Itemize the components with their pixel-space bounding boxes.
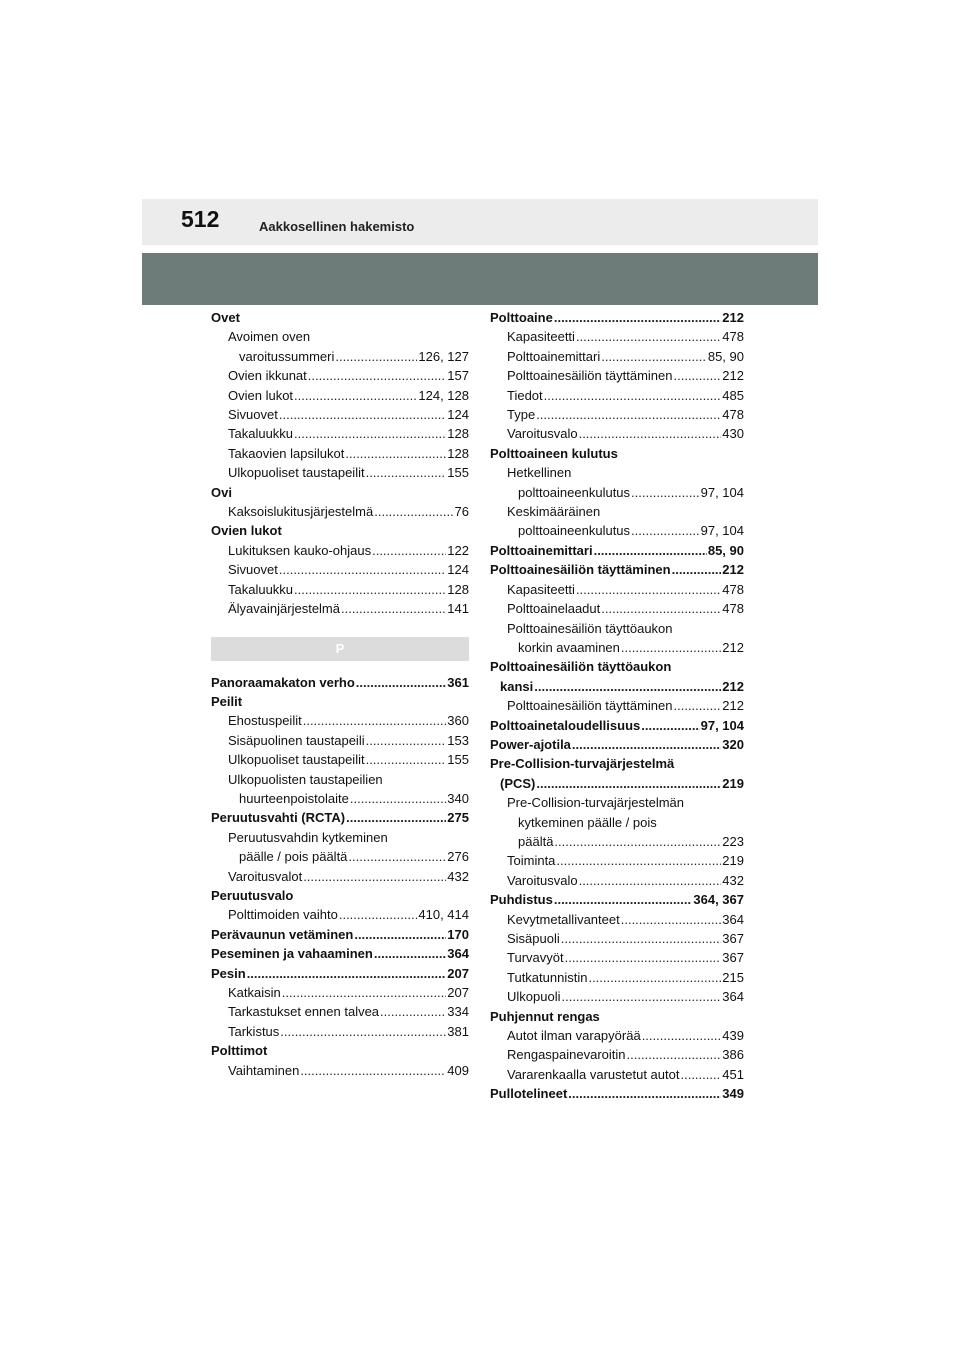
index-subentry: polttoaineenkulutus ..... 97, 104 bbox=[490, 521, 744, 540]
index-heading: Polttimot bbox=[211, 1043, 268, 1059]
index-subentry: Polttoainemittari ..... 85, 90 bbox=[490, 347, 744, 366]
index-entry: Polttoainesäiliön täyttäminen ..... 212 bbox=[490, 560, 744, 579]
index-subentry: Takaluukku ..... 128 bbox=[211, 424, 469, 443]
header-bar bbox=[142, 199, 818, 245]
index-subentry: Kapasiteetti ..... 478 bbox=[490, 580, 744, 599]
index-column-right bbox=[490, 308, 744, 1104]
index-subentry: Tarkistus ..... 381 bbox=[211, 1022, 469, 1041]
index-subentry: Varoitusvalo ..... 432 bbox=[490, 871, 744, 890]
index-subentry: Varoitusvalot ..... 432 bbox=[211, 867, 469, 886]
index-entry: kansi ..... 212 bbox=[490, 677, 744, 696]
index-subentry-text: kytkeminen päälle / pois bbox=[518, 814, 657, 830]
index-entry: Peseminen ja vahaaminen ..... 364 bbox=[211, 944, 469, 963]
index-entry: Puhdistus ..... 364, 367 bbox=[490, 890, 744, 909]
index-entry: Power-ajotila ..... 320 bbox=[490, 735, 744, 754]
index-subentry: Sisäpuolinen taustapeili ..... 153 bbox=[211, 731, 469, 750]
index-entry: Panoraamakaton verho ..... 361 bbox=[211, 673, 469, 692]
index-entry: Pesin ..... 207 bbox=[211, 964, 469, 983]
index-subentry: Polttimoiden vaihto ..... 410, 414 bbox=[211, 905, 469, 924]
index-subentry-text: Pre-Collision-turvajärjestelmän bbox=[507, 795, 685, 811]
index-subentry: Vararenkaalla varustetut autot ..... 451 bbox=[490, 1065, 744, 1084]
index-heading: Ovet bbox=[211, 310, 240, 325]
index-entry: Pullotelineet ..... 349 bbox=[490, 1084, 744, 1103]
index-heading: Pre-Collision-turvajärjestelmä bbox=[490, 756, 675, 772]
index-entry: Polttoaine ..... 212 bbox=[490, 308, 744, 327]
letter-divider: P bbox=[211, 637, 469, 661]
index-subentry: Kapasiteetti ..... 478 bbox=[490, 327, 744, 346]
index-subentry: Tiedot ..... 485 bbox=[490, 386, 744, 405]
section-title: Aakkosellinen hakemisto bbox=[259, 219, 415, 234]
index-subentry: Älyavainjärjestelmä ..... 141 bbox=[211, 599, 469, 618]
index-subentry: Polttoainesäiliön täyttäminen ..... 212 bbox=[490, 366, 744, 385]
index-subentry-text: Keskimääräinen bbox=[507, 504, 601, 520]
index-subentry: Lukituksen kauko-ohjaus ..... 122 bbox=[211, 541, 469, 560]
index-subentry: Ehostuspeilit ..... 360 bbox=[211, 711, 469, 730]
index-subentry: Ulkopuoli ..... 364 bbox=[490, 987, 744, 1006]
index-heading: Ovien lukot bbox=[211, 523, 282, 539]
header-band bbox=[142, 253, 818, 305]
index-subentry: Tutkatunnistin ..... 215 bbox=[490, 968, 744, 987]
index-subentry: Takaluukku ..... 128 bbox=[211, 580, 469, 599]
index-entry: Polttoainemittari ..... 85, 90 bbox=[490, 541, 744, 560]
index-subentry: Type ..... 478 bbox=[490, 405, 744, 424]
index-subentry: Turvavyöt ..... 367 bbox=[490, 948, 744, 967]
index-subentry: Katkaisin ..... 207 bbox=[211, 983, 469, 1002]
index-subentry-text: Hetkellinen bbox=[507, 465, 572, 481]
index-subentry: Varoitusvalo ..... 430 bbox=[490, 424, 744, 443]
index-heading: Polttoaineen kulutus bbox=[490, 445, 618, 461]
index-subentry: Polttoainelaadut ..... 478 bbox=[490, 599, 744, 618]
index-entry: Peruutusvahti (RCTA) ..... 275 bbox=[211, 808, 469, 827]
index-entry: Polttoainetaloudellisuus ..... 97, 104 bbox=[490, 716, 744, 735]
index-subentry: Ovien ikkunat ..... 157 bbox=[211, 366, 469, 385]
index-subentry-text: Ulkopuolisten taustapeilien bbox=[228, 771, 383, 787]
index-subentry: Vaihtaminen ..... 409 bbox=[211, 1061, 469, 1080]
index-column-left bbox=[211, 308, 469, 1080]
index-subentry: Kaksoislukitusjärjestelmä ..... 76 bbox=[211, 502, 469, 521]
index-subentry-text: Peruutusvahdin kytkeminen bbox=[228, 829, 388, 845]
index-subentry: Kevytmetallivanteet ..... 364 bbox=[490, 910, 744, 929]
index-heading: Ovi bbox=[211, 484, 232, 500]
index-heading: Polttoainesäiliön täyttöaukon bbox=[490, 659, 672, 675]
index-subentry-text: Avoimen oven bbox=[228, 329, 311, 345]
index-subentry: Rengaspainevaroitin ..... 386 bbox=[490, 1045, 744, 1064]
index-subentry: varoitussummeri ..... 126, 127 bbox=[211, 347, 469, 366]
index-subentry: Autot ilman varapyörää ..... 439 bbox=[490, 1026, 744, 1045]
index-subentry: Sivuovet ..... 124 bbox=[211, 405, 469, 424]
index-subentry: Tarkastukset ennen talvea ..... 334 bbox=[211, 1002, 469, 1021]
index-entry: (PCS) ..... 219 bbox=[490, 774, 744, 793]
index-subentry: Sisäpuoli ..... 367 bbox=[490, 929, 744, 948]
index-heading: Peruutusvalo bbox=[211, 887, 294, 903]
index-subentry: Polttoainesäiliön täyttäminen ..... 212 bbox=[490, 696, 744, 715]
index-subentry: Ulkopuoliset taustapeilit ..... 155 bbox=[211, 750, 469, 769]
index-subentry: polttoaineenkulutus ..... 97, 104 bbox=[490, 483, 744, 502]
index-subentry: korkin avaaminen ..... 212 bbox=[490, 638, 744, 657]
index-subentry: huurteenpoistolaite ..... 340 bbox=[211, 789, 469, 808]
page-number: 512 bbox=[181, 206, 220, 232]
index-subentry-text: Polttoainesäiliön täyttöaukon bbox=[507, 620, 673, 636]
index-heading: Puhjennut rengas bbox=[490, 1008, 600, 1024]
index-subentry: päältä ..... 223 bbox=[490, 832, 744, 851]
index-heading: Peilit bbox=[211, 693, 243, 709]
index-subentry: Takaovien lapsilukot ..... 128 bbox=[211, 444, 469, 463]
index-subentry: Ovien lukot ..... 124, 128 bbox=[211, 386, 469, 405]
index-entry: Perävaunun vetäminen ..... 170 bbox=[211, 925, 469, 944]
index-subentry: Ulkopuoliset taustapeilit ..... 155 bbox=[211, 463, 469, 482]
index-subentry: Sivuovet ..... 124 bbox=[211, 560, 469, 579]
index-subentry: Toiminta ..... 219 bbox=[490, 851, 744, 870]
index-subentry: päälle / pois päältä ..... 276 bbox=[211, 847, 469, 866]
